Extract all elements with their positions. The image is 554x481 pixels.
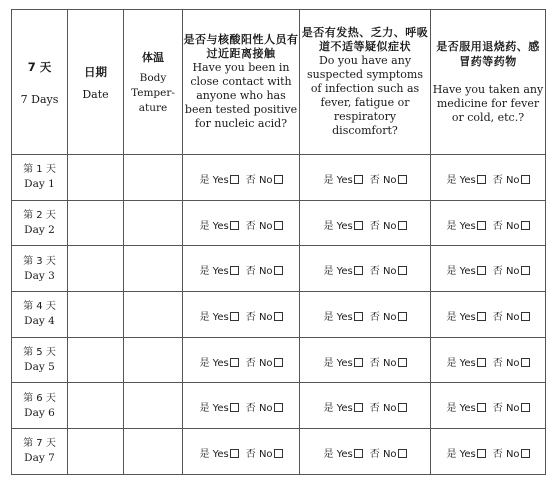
yes-checkbox[interactable] — [230, 358, 239, 367]
no-checkbox[interactable] — [521, 449, 530, 458]
yes-label: 是 Yes — [199, 220, 229, 232]
no-label: 否 No — [492, 174, 520, 186]
yes-label: 是 Yes — [446, 311, 476, 323]
no-label: 否 No — [245, 403, 273, 415]
no-label: 否 No — [369, 220, 397, 232]
yes-label: 是 Yes — [446, 220, 476, 232]
no-checkbox[interactable] — [521, 266, 530, 275]
yes-checkbox[interactable] — [354, 449, 363, 458]
no-checkbox[interactable] — [398, 175, 407, 184]
no-label: 否 No — [369, 357, 397, 369]
no-checkbox[interactable] — [398, 312, 407, 321]
header-close-contact — [183, 10, 300, 155]
yes-label: 是 Yes — [323, 311, 353, 323]
header-temperature — [124, 10, 183, 155]
yes-checkbox[interactable] — [477, 266, 486, 275]
symptoms-answer — [300, 155, 431, 201]
day-cell — [12, 200, 68, 246]
yes-checkbox[interactable] — [354, 358, 363, 367]
header-medicine-en: Have you taken any medicine for fever or cold, etc.? — [432, 83, 544, 124]
no-checkbox[interactable] — [398, 449, 407, 458]
yes-checkbox[interactable] — [477, 312, 486, 321]
table-row — [12, 429, 546, 475]
temperature-cell[interactable] — [124, 337, 183, 383]
close-contact-answer — [183, 200, 300, 246]
health-declaration-table — [11, 9, 546, 475]
no-label: 否 No — [369, 311, 397, 323]
header-day-en: 7 Days — [20, 92, 59, 106]
yes-label: 是 Yes — [323, 448, 353, 460]
header-close-contact-en: Have you been in close contact with anyone who has been tested positive for nucleic acid? — [184, 61, 298, 130]
day-cell — [12, 383, 68, 429]
day-cell — [12, 292, 68, 338]
close-contact-answer — [183, 246, 300, 292]
header-date-en: Date — [82, 87, 109, 101]
yes-label: 是 Yes — [446, 357, 476, 369]
yes-checkbox[interactable] — [477, 175, 486, 184]
close-contact-answer — [183, 155, 300, 201]
header-day-zh: 7 天 — [27, 59, 52, 74]
no-label: 否 No — [245, 311, 273, 323]
header-day — [12, 10, 68, 155]
table-row — [12, 200, 546, 246]
yes-label: 是 Yes — [199, 403, 229, 415]
no-label: 否 No — [492, 311, 520, 323]
yes-label: 是 Yes — [446, 403, 476, 415]
no-label: 否 No — [492, 220, 520, 232]
no-checkbox[interactable] — [274, 266, 283, 275]
no-label: 否 No — [492, 266, 520, 278]
temperature-cell[interactable] — [124, 292, 183, 338]
table-row — [12, 383, 546, 429]
day-rows — [12, 155, 546, 475]
date-cell[interactable] — [68, 155, 124, 201]
day-cell — [12, 429, 68, 475]
day-label-en: Day 6 — [24, 406, 55, 419]
medicine-answer — [431, 383, 546, 429]
no-label: 否 No — [369, 448, 397, 460]
no-checkbox[interactable] — [274, 312, 283, 321]
header-medicine — [431, 10, 546, 155]
date-cell[interactable] — [68, 246, 124, 292]
yes-label: 是 Yes — [323, 220, 353, 232]
no-label: 否 No — [245, 448, 273, 460]
day-cell — [12, 337, 68, 383]
table-row — [12, 292, 546, 338]
symptoms-answer — [300, 337, 431, 383]
yes-checkbox[interactable] — [230, 266, 239, 275]
day-label-zh: 第 6 天 — [23, 392, 56, 404]
day-label-en: Day 4 — [24, 315, 55, 328]
no-checkbox[interactable] — [521, 403, 530, 412]
day-label-zh: 第 5 天 — [23, 347, 56, 359]
no-label: 否 No — [369, 403, 397, 415]
no-checkbox[interactable] — [274, 175, 283, 184]
yes-checkbox[interactable] — [230, 221, 239, 230]
day-label-en: Day 2 — [24, 224, 55, 237]
yes-label: 是 Yes — [199, 174, 229, 186]
symptoms-answer — [300, 200, 431, 246]
no-label: 否 No — [245, 266, 273, 278]
no-label: 否 No — [492, 357, 520, 369]
header-date-zh: 日期 — [84, 64, 107, 79]
no-checkbox[interactable] — [521, 312, 530, 321]
yes-checkbox[interactable] — [230, 175, 239, 184]
medicine-answer — [431, 200, 546, 246]
day-label-en: Day 7 — [24, 452, 55, 465]
medicine-answer — [431, 337, 546, 383]
header-close-contact-zh: 是否与核酸阳性人员有过近距离接触 — [183, 33, 299, 60]
symptoms-answer — [300, 383, 431, 429]
no-checkbox[interactable] — [398, 266, 407, 275]
no-label: 否 No — [369, 266, 397, 278]
day-label-en: Day 5 — [24, 361, 55, 374]
yes-checkbox[interactable] — [477, 358, 486, 367]
day-label-zh: 第 3 天 — [23, 255, 56, 267]
no-label: 否 No — [245, 174, 273, 186]
table-row — [12, 337, 546, 383]
yes-label: 是 Yes — [323, 357, 353, 369]
header-symptoms-zh: 是否有发热、乏力、呼吸道不适等疑似症状 — [301, 26, 429, 53]
yes-label: 是 Yes — [199, 357, 229, 369]
medicine-answer — [431, 155, 546, 201]
temperature-cell[interactable] — [124, 200, 183, 246]
yes-label: 是 Yes — [323, 403, 353, 415]
yes-checkbox[interactable] — [354, 266, 363, 275]
temperature-cell[interactable] — [124, 429, 183, 475]
no-checkbox[interactable] — [398, 358, 407, 367]
symptoms-answer — [300, 246, 431, 292]
header-symptoms-en: Do you have any suspected symptoms of infection such as fever, fatigue or respiratory discomfort? — [306, 54, 423, 137]
no-label: 否 No — [492, 448, 520, 460]
medicine-answer — [431, 292, 546, 338]
day-cell — [12, 155, 68, 201]
temperature-cell[interactable] — [124, 155, 183, 201]
yes-checkbox[interactable] — [477, 221, 486, 230]
medicine-answer — [431, 246, 546, 292]
no-checkbox[interactable] — [274, 449, 283, 458]
header-row — [12, 10, 546, 155]
yes-checkbox[interactable] — [230, 312, 239, 321]
date-cell[interactable] — [68, 429, 124, 475]
header-symptoms — [300, 10, 431, 155]
yes-checkbox[interactable] — [230, 449, 239, 458]
day-label-zh: 第 1 天 — [23, 164, 56, 176]
yes-label: 是 Yes — [446, 174, 476, 186]
no-label: 否 No — [492, 403, 520, 415]
day-label-en: Day 3 — [24, 269, 55, 282]
day-label-en: Day 1 — [24, 178, 55, 191]
close-contact-answer — [183, 429, 300, 475]
no-checkbox[interactable] — [521, 175, 530, 184]
yes-checkbox[interactable] — [354, 175, 363, 184]
day-cell — [12, 246, 68, 292]
header-temperature-zh: 体温 — [142, 50, 164, 64]
date-cell[interactable] — [68, 200, 124, 246]
day-label-zh: 第 4 天 — [23, 301, 56, 313]
no-label: 否 No — [369, 174, 397, 186]
no-checkbox[interactable] — [274, 358, 283, 367]
close-contact-answer — [183, 337, 300, 383]
close-contact-answer — [183, 383, 300, 429]
table-row — [12, 246, 546, 292]
yes-label: 是 Yes — [323, 266, 353, 278]
yes-checkbox[interactable] — [354, 403, 363, 412]
day-label-zh: 第 7 天 — [23, 438, 56, 450]
yes-label: 是 Yes — [199, 311, 229, 323]
no-checkbox[interactable] — [398, 403, 407, 412]
yes-label: 是 Yes — [199, 266, 229, 278]
date-cell[interactable] — [68, 292, 124, 338]
no-label: 否 No — [245, 357, 273, 369]
yes-label: 是 Yes — [446, 266, 476, 278]
yes-label: 是 Yes — [323, 174, 353, 186]
table-row — [12, 155, 546, 201]
no-checkbox[interactable] — [274, 221, 283, 230]
no-checkbox[interactable] — [274, 403, 283, 412]
header-date — [68, 10, 124, 155]
yes-checkbox[interactable] — [477, 403, 486, 412]
header-medicine-zh: 是否服用退烧药、感冒药等药物 — [436, 40, 540, 68]
yes-label: 是 Yes — [446, 448, 476, 460]
temperature-cell[interactable] — [124, 383, 183, 429]
day-label-zh: 第 2 天 — [23, 210, 56, 222]
symptoms-answer — [300, 292, 431, 338]
yes-checkbox[interactable] — [354, 221, 363, 230]
no-checkbox[interactable] — [521, 221, 530, 230]
no-checkbox[interactable] — [398, 221, 407, 230]
medicine-answer — [431, 429, 546, 475]
date-cell[interactable] — [68, 383, 124, 429]
yes-label: 是 Yes — [199, 448, 229, 460]
date-cell[interactable] — [68, 337, 124, 383]
header-temperature-en: Body Temper-ature — [131, 71, 175, 114]
no-label: 否 No — [245, 220, 273, 232]
no-checkbox[interactable] — [521, 358, 530, 367]
symptoms-answer — [300, 429, 431, 475]
yes-checkbox[interactable] — [354, 312, 363, 321]
yes-checkbox[interactable] — [230, 403, 239, 412]
close-contact-answer — [183, 292, 300, 338]
temperature-cell[interactable] — [124, 246, 183, 292]
yes-checkbox[interactable] — [477, 449, 486, 458]
